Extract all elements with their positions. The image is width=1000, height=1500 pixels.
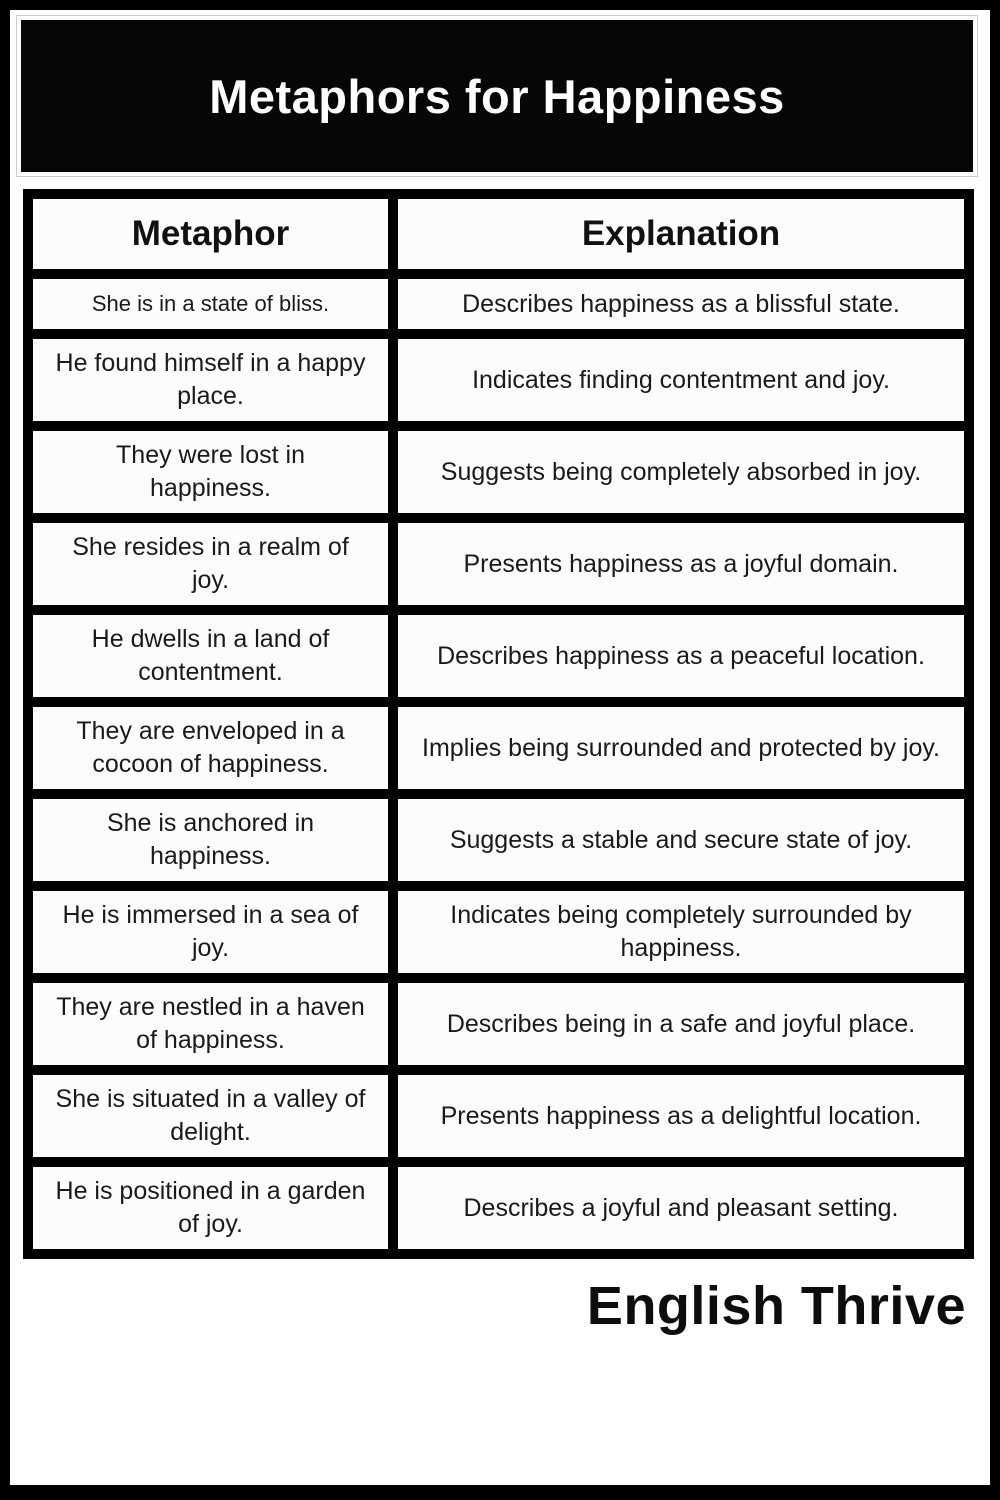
footer	[10, 1275, 966, 1337]
metaphor-cell: He found himself in a happy place.	[28, 334, 393, 426]
metaphor-cell: She is anchored in happiness.	[28, 794, 393, 886]
table-row	[28, 610, 969, 702]
page-title: Metaphors for Happiness	[209, 69, 785, 123]
table-row	[28, 518, 969, 610]
explanation-cell: Describes happiness as a blissful state.	[393, 274, 969, 334]
metaphors-table	[23, 189, 974, 1259]
metaphor-cell: She resides in a realm of joy.	[28, 518, 393, 610]
table-container	[23, 189, 974, 1259]
column-header-explanation: Explanation	[393, 194, 969, 274]
metaphor-cell: They were lost in happiness.	[28, 426, 393, 518]
explanation-cell: Describes happiness as a peaceful location.	[393, 610, 969, 702]
explanation-cell: Suggests being completely absorbed in joy.	[393, 426, 969, 518]
title-banner-frame	[16, 15, 978, 177]
column-header-metaphor: Metaphor	[28, 194, 393, 274]
table-row	[28, 886, 969, 978]
table-row	[28, 702, 969, 794]
metaphor-cell: He dwells in a land of contentment.	[28, 610, 393, 702]
metaphor-cell: He is positioned in a garden of joy.	[28, 1162, 393, 1254]
explanation-cell: Indicates finding contentment and joy.	[393, 334, 969, 426]
explanation-cell: Indicates being completely surrounded by happiness.	[393, 886, 969, 978]
metaphor-cell: They are nestled in a haven of happiness.	[28, 978, 393, 1070]
table-row	[28, 794, 969, 886]
title-banner	[21, 20, 973, 172]
table-row	[28, 274, 969, 334]
explanation-cell: Presents happiness as a delightful location.	[393, 1070, 969, 1162]
table-row	[28, 334, 969, 426]
explanation-cell: Suggests a stable and secure state of joy.	[393, 794, 969, 886]
explanation-cell: Presents happiness as a joyful domain.	[393, 518, 969, 610]
metaphor-cell: She is situated in a valley of delight.	[28, 1070, 393, 1162]
table-row	[28, 978, 969, 1070]
table-row	[28, 1070, 969, 1162]
metaphor-cell: They are enveloped in a cocoon of happiness.	[28, 702, 393, 794]
metaphor-cell: She is in a state of bliss.	[28, 274, 393, 334]
explanation-cell: Describes a joyful and pleasant setting.	[393, 1162, 969, 1254]
brand-name: English Thrive	[586, 1276, 966, 1336]
table-row	[28, 1162, 969, 1254]
metaphor-cell: He is immersed in a sea of joy.	[28, 886, 393, 978]
explanation-cell: Describes being in a safe and joyful place.	[393, 978, 969, 1070]
table-row	[28, 426, 969, 518]
explanation-cell: Implies being surrounded and protected by joy.	[393, 702, 969, 794]
table-header-row	[28, 194, 969, 274]
